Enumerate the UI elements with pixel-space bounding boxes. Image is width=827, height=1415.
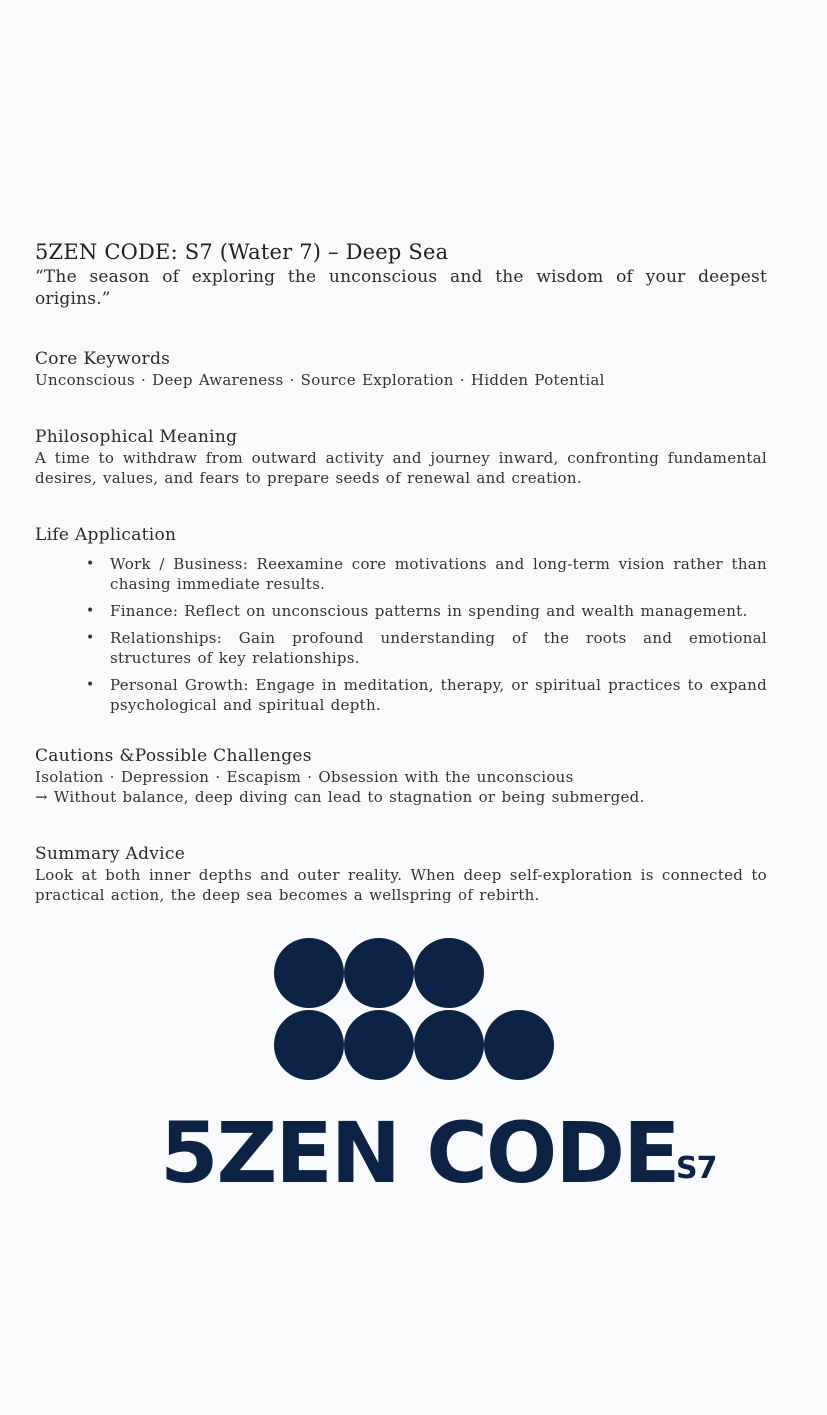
page-title: 5ZEN CODE: S7 (Water 7) – Deep Sea	[35, 240, 449, 264]
logo-circle	[344, 938, 414, 1008]
logo-circle	[274, 938, 344, 1008]
section-core-keywords	[35, 348, 767, 390]
bullet-icon: •	[86, 677, 95, 693]
bullet-icon: •	[86, 630, 95, 646]
section-summary	[35, 843, 767, 905]
list-item-text: Relationships: Gain profound understanding of the roots and emotional structures of key relationships.	[110, 629, 767, 667]
section-cautions	[35, 745, 767, 807]
list-item	[86, 601, 767, 621]
section-life-application	[35, 524, 767, 715]
logo-circle	[484, 1010, 554, 1080]
list-item	[86, 628, 767, 668]
list-item-text: Personal Growth: Engage in meditation, therapy, or spiritual practices to expand psychological and spiritual depth.	[110, 676, 767, 714]
bullet-icon: •	[86, 603, 95, 619]
list-item-text: Work / Business: Reexamine core motivations and long-term vision rather than chasing immediate results.	[110, 555, 767, 593]
logo-circle	[414, 1010, 484, 1080]
bullet-icon: •	[86, 556, 95, 572]
section-heading: Cautions &Possible Challenges	[35, 746, 312, 766]
document-content	[35, 238, 767, 905]
list-item-text: Finance: Reflect on unconscious patterns in spending and wealth management.	[110, 602, 748, 620]
section-body: Unconscious · Deep Awareness · Source Exploration · Hidden Potential	[35, 371, 605, 389]
section-body-line: Isolation · Depression · Escapism · Obsession with the unconscious	[35, 768, 574, 786]
logo-circle	[344, 1010, 414, 1080]
brand-logo	[0, 930, 827, 1210]
logo-circle	[274, 1010, 344, 1080]
section-heading: Philosophical Meaning	[35, 427, 238, 447]
logo-wordmark: 5ZEN CODE	[160, 1104, 679, 1202]
logo-code: S7	[676, 1151, 717, 1186]
section-body: A time to withdraw from outward activity and journey inward, confronting fundamental desires, values, and fears to prepare seeds of renewal and creation.	[35, 449, 767, 487]
bullet-list	[35, 554, 767, 715]
section-body: Look at both inner depths and outer reality. When deep self-exploration is connected to practical action, the deep sea becomes a wellspring of rebirth.	[35, 866, 767, 904]
list-item	[86, 554, 767, 594]
logo-circle	[414, 938, 484, 1008]
section-heading: Life Application	[35, 525, 177, 545]
list-item	[86, 675, 767, 715]
section-philosophical-meaning	[35, 426, 767, 488]
page-quote: “The season of exploring the unconscious and the wisdom of your deepest origins.”	[35, 267, 767, 309]
logo-circles	[274, 938, 564, 1088]
section-heading: Summary Advice	[35, 844, 186, 864]
section-body-line: → Without balance, deep diving can lead to stagnation or being submerged.	[35, 788, 645, 806]
section-heading: Core Keywords	[35, 349, 171, 369]
